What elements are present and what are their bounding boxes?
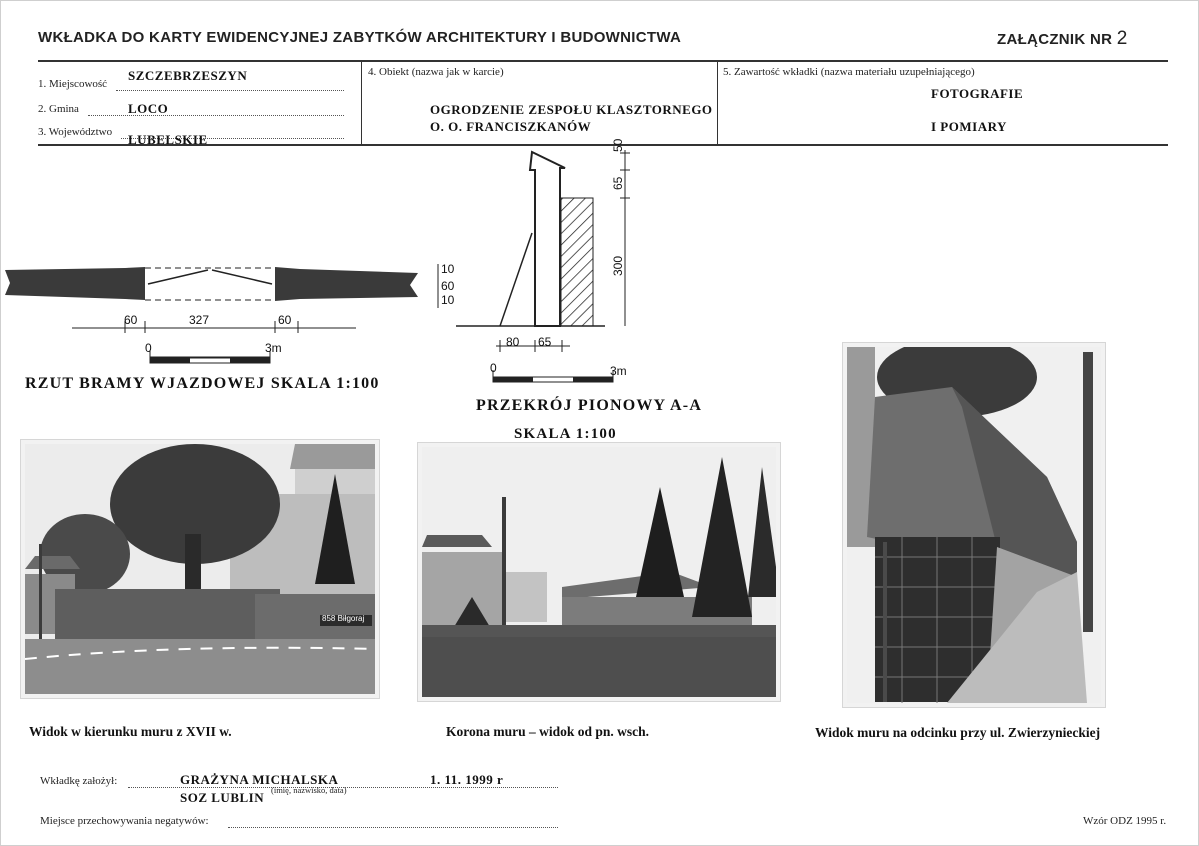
object-line-1: OGRODZENIE ZESPOŁU KLASZTORNEGO — [430, 102, 713, 117]
commune-value: LOCO — [128, 101, 169, 116]
attachment-label: ZAŁĄCZNIK NR — [997, 31, 1113, 48]
founder-label: Wkładkę założył: — [40, 775, 118, 787]
section-scale-start: 0 — [490, 361, 497, 375]
section-dim-top: 50 — [611, 138, 625, 152]
object-label: 4. Obiekt (nazwa jak w karcie) — [368, 66, 504, 78]
contents-label: 5. Zawartość wkładki (nazwa materiału uzupełniającego) — [723, 66, 975, 78]
section-buttress-line — [500, 233, 532, 326]
founder-organization: SOZ LUBLIN — [180, 790, 265, 805]
plan-dim-middle: 327 — [189, 313, 210, 327]
section-scale-end: 3m — [610, 364, 627, 378]
plan-gate-leaf-left — [148, 270, 208, 284]
locality-label: 1. Miejscowość — [38, 78, 108, 90]
section-gate-dim-2: 60 — [441, 279, 455, 293]
plan-wall-right — [275, 267, 418, 301]
founder-date: 1. 11. 1999 r — [430, 772, 504, 787]
field-divider-1 — [361, 62, 362, 144]
section-pillar — [530, 152, 565, 326]
section-hatched-wall — [561, 198, 593, 326]
document-title: WKŁADKA DO KARTY EWIDENCYJNEJ ZABYTKÓW ARCHITEKTURY I BUDOWNICTWA — [38, 29, 682, 46]
plan-wall-left — [5, 267, 145, 300]
photo-wall-zwierzyniecka — [843, 343, 1105, 707]
negatives-label: Miejsce przechowywania negatywów: — [40, 815, 209, 827]
founder-name: GRAŻYNA MICHALSKA — [180, 772, 339, 787]
caption-left: Widok w kierunku muru z XVII w. — [29, 724, 232, 739]
negatives-dotline — [228, 817, 558, 828]
section-dim-height: 300 — [611, 255, 625, 276]
voivodeship-value: LUBELSKIE — [128, 132, 208, 147]
attachment-number — [997, 28, 1128, 50]
section-base-dim-2: 65 — [538, 335, 552, 349]
plan-dim-right: 60 — [278, 313, 292, 327]
plan-scale-end: 3m — [265, 341, 282, 355]
field-divider-2 — [717, 62, 718, 144]
contents-line-1: FOTOGRAFIE — [931, 86, 1024, 101]
plan-label: RZUT BRAMY WJAZDOWEJ SKALA 1:100 — [25, 375, 380, 392]
section-dim-coping: 65 — [611, 176, 625, 190]
caption-middle: Korona muru – widok od pn. wsch. — [446, 724, 650, 739]
commune-label: 2. Gmina — [38, 103, 79, 115]
gate-plan-drawing — [0, 255, 440, 370]
caption-right: Widok muru na odcinku przy ul. Zwierzynieckiej — [815, 725, 1101, 740]
attachment-number-value: 2 — [1116, 28, 1128, 49]
section-base-dim-1: 80 — [506, 335, 520, 349]
commune-dotline — [88, 105, 344, 116]
pattern-label: Wzór ODZ 1995 r. — [1083, 815, 1167, 827]
photo-view-toward-wall — [21, 440, 379, 698]
plan-gate-leaf-right — [212, 270, 272, 284]
section-label-line-2: SKALA 1:100 — [514, 426, 617, 442]
section-gate-dim-1: 10 — [441, 262, 455, 276]
plan-scale-start: 0 — [145, 341, 152, 355]
voivodeship-label: 3. Województwo — [38, 126, 113, 138]
plan-dim-left: 60 — [124, 313, 138, 327]
contents-line-2: I POMIARY — [931, 119, 1007, 134]
gate-section-drawing — [420, 148, 720, 388]
founder-hint: (imię, nazwisko, data) — [271, 785, 347, 795]
object-line-2: O. O. FRANCISZKANÓW — [430, 119, 592, 134]
road-sign-text: 858 Biłgoraj — [322, 614, 365, 623]
header-top-rule — [38, 60, 1168, 62]
locality-value: SZCZEBRZESZYN — [128, 68, 248, 83]
section-gate-dim-3: 10 — [441, 293, 455, 307]
section-label-line-1: PRZEKRÓJ PIONOWY A-A — [476, 397, 703, 414]
photo-wall-crown — [418, 443, 780, 701]
